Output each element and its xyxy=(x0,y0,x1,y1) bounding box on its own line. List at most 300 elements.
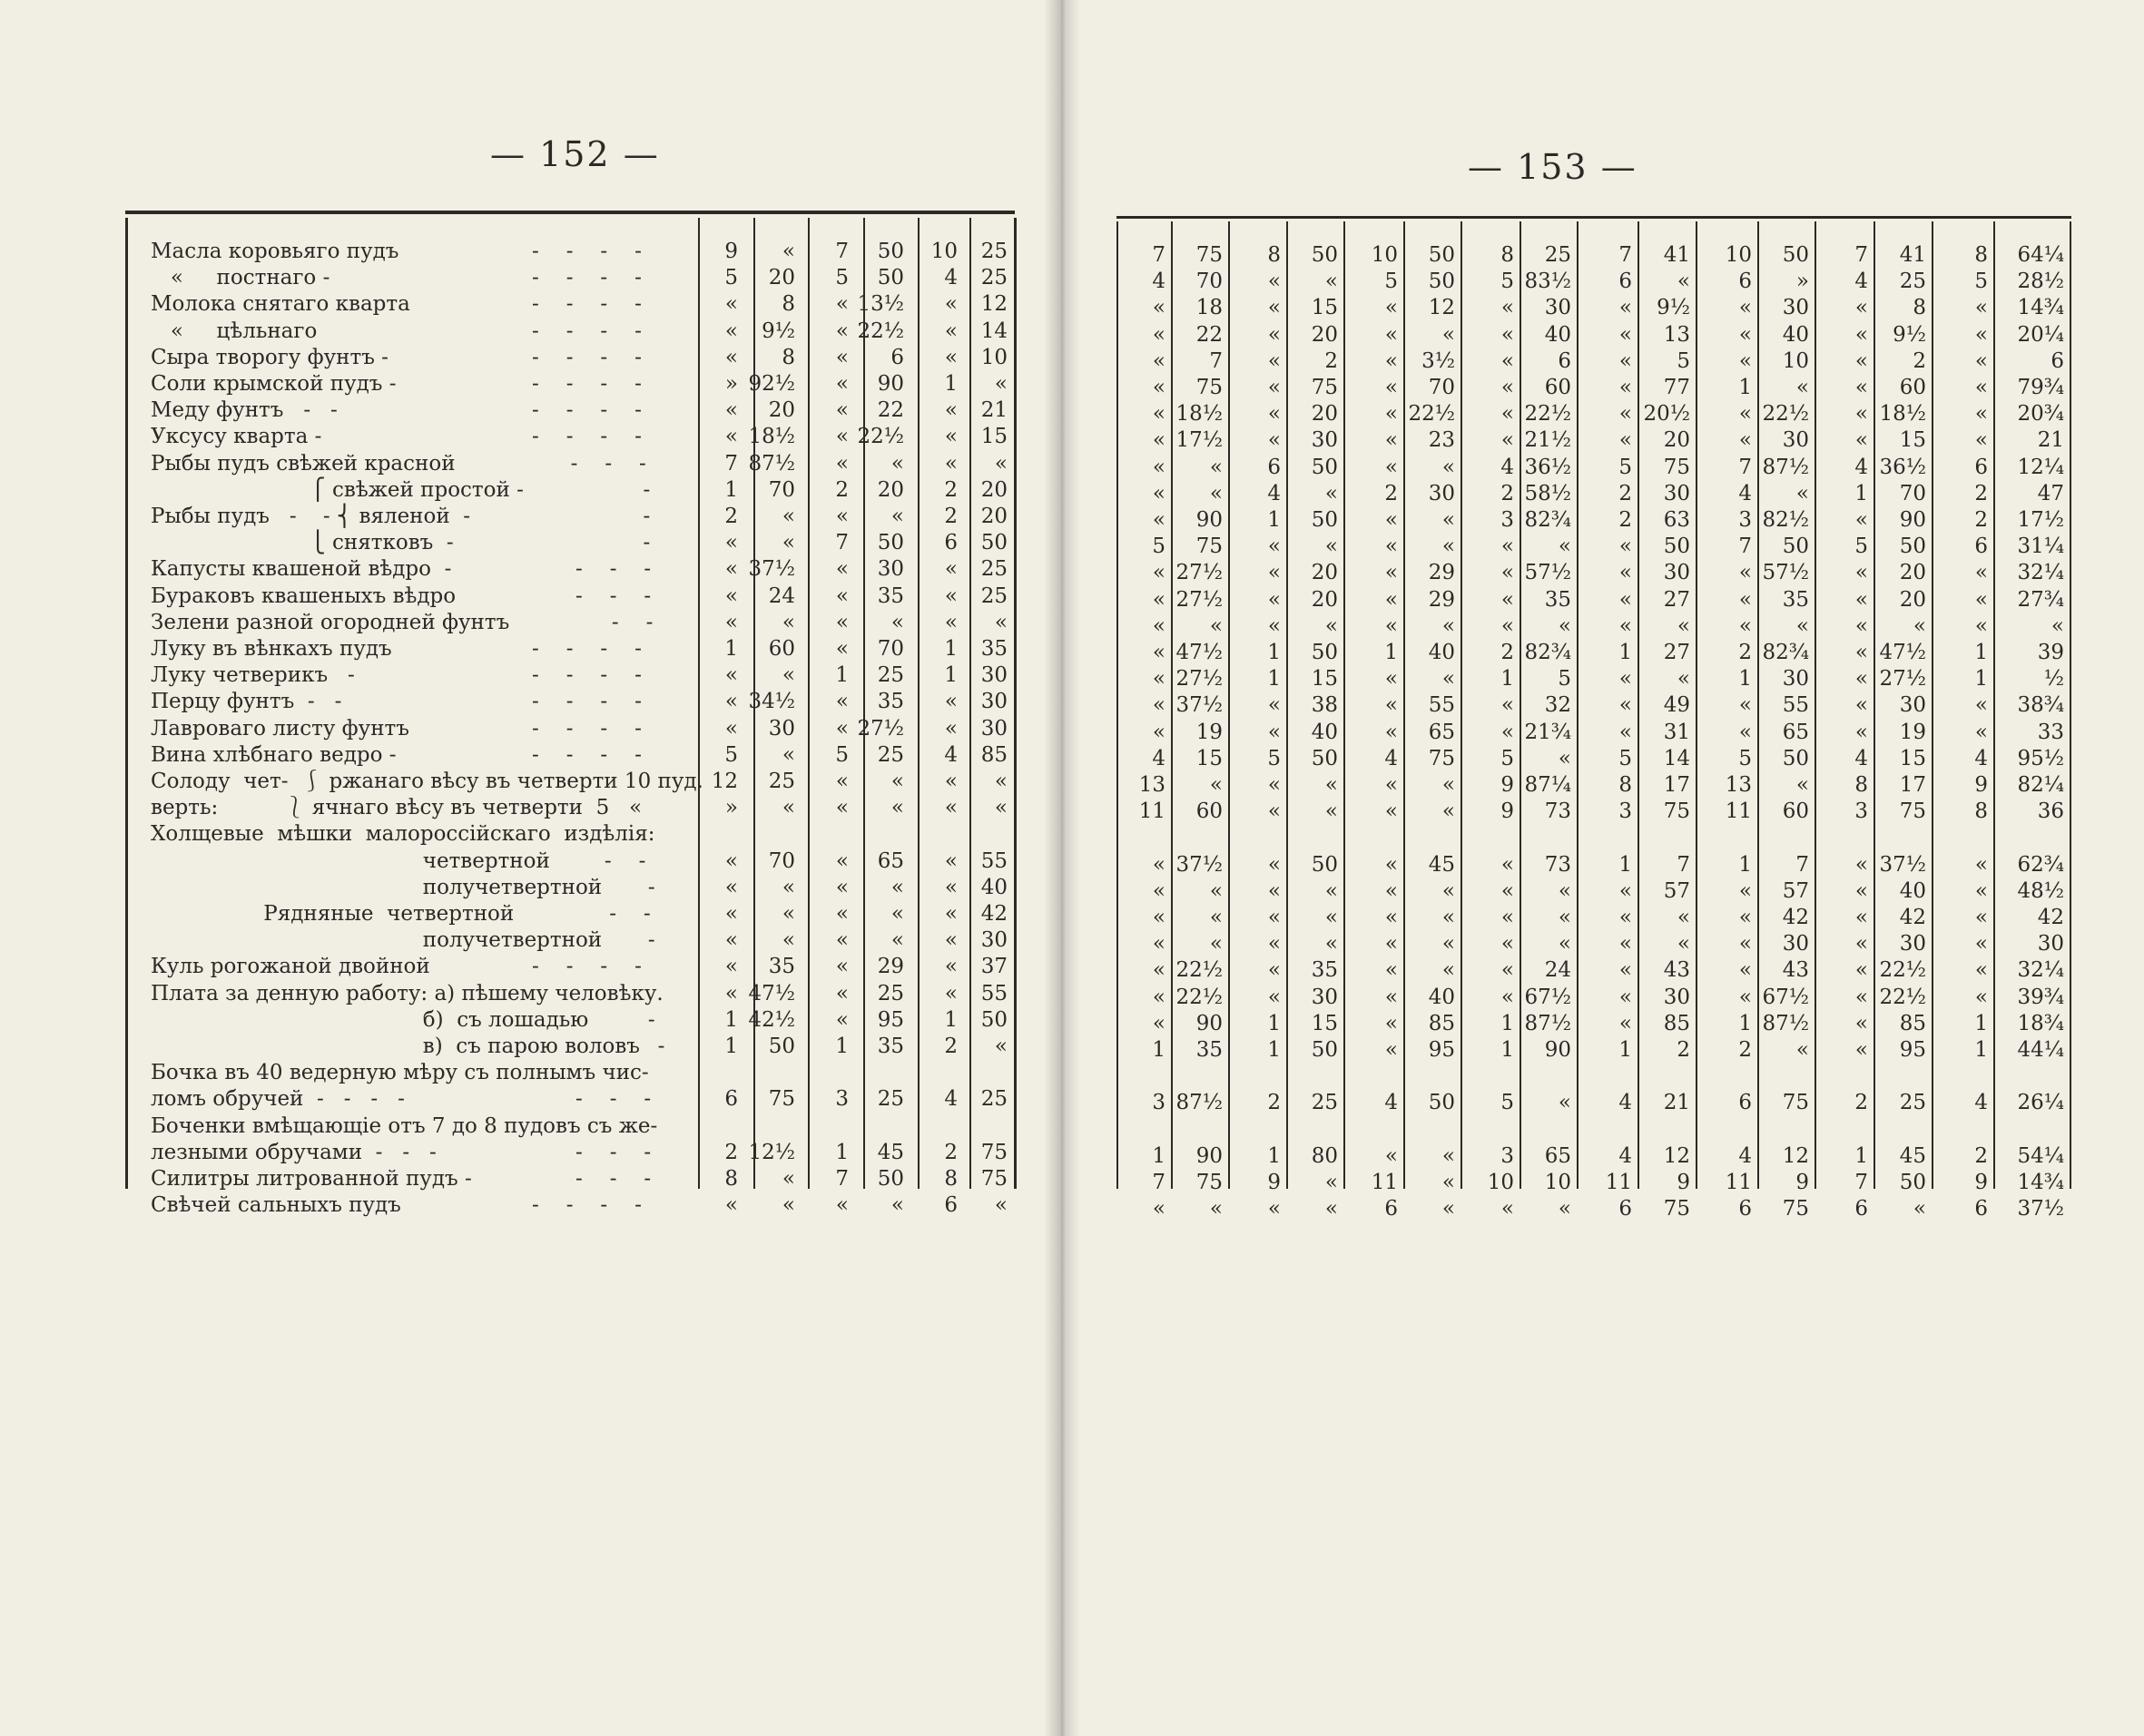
table-cell: 47½ xyxy=(1879,641,1926,664)
table-cell: 50 xyxy=(1311,1038,1338,1062)
table-cell: « xyxy=(1854,376,1868,399)
table-cell: 30 xyxy=(980,716,1008,740)
table-cell: 25 xyxy=(1544,243,1571,267)
table-cell: 11 xyxy=(1138,799,1165,824)
table-cell: 35 xyxy=(1195,1038,1223,1062)
table-cell: 30 xyxy=(1311,985,1338,1009)
table-cell: 17½ xyxy=(2017,508,2064,532)
table-cell: « xyxy=(1441,1171,1455,1194)
row-label: Соли крымской пудъ - xyxy=(151,372,397,396)
table-cell: 79¾ xyxy=(2017,376,2064,399)
table-row xyxy=(1116,798,2071,825)
table-cell: « xyxy=(1209,481,1223,505)
table-cell: 82¾ xyxy=(1524,641,1571,664)
table-cell: 35 xyxy=(980,637,1008,661)
table-cell: 70 xyxy=(768,477,795,502)
table-cell: « xyxy=(1384,958,1398,983)
table-cell: 40 xyxy=(1544,322,1571,347)
table-cell: « xyxy=(1618,428,1632,453)
table-cell: 95½ xyxy=(2017,746,2064,770)
table-cell: « xyxy=(1677,667,1690,691)
table-cell: « xyxy=(835,1193,849,1218)
left-page xyxy=(0,0,1060,1736)
table-cell: « xyxy=(1441,1197,1455,1221)
table-row xyxy=(125,1165,1015,1192)
table-cell: « xyxy=(835,292,849,317)
leader-dashes: - xyxy=(575,505,653,528)
table-cell: 1 xyxy=(1854,481,1868,505)
table-cell: 55 xyxy=(1428,693,1455,718)
table-cell: 10 xyxy=(1371,243,1398,267)
table-cell: « xyxy=(944,848,958,873)
table-cell: 95 xyxy=(877,1007,904,1032)
table-cell: « xyxy=(1441,958,1455,983)
table-cell: 7 xyxy=(1854,1171,1868,1194)
leader-dashes: - - - - xyxy=(532,372,644,396)
table-cell: 75 xyxy=(1782,1091,1809,1115)
table-cell: 8 xyxy=(1618,773,1632,797)
leader-dashes: - - - - xyxy=(532,663,644,688)
table-cell: 25 xyxy=(980,266,1008,290)
table-cell: 75 xyxy=(1195,1171,1223,1194)
table-cell: « xyxy=(1152,667,1165,691)
table-cell: « xyxy=(1152,348,1165,373)
table-cell: « xyxy=(1441,535,1455,559)
table-cell: « xyxy=(1384,1011,1398,1035)
table-cell: 6 xyxy=(944,1193,958,1218)
table-cell: « xyxy=(782,902,795,926)
table-cell: 35 xyxy=(877,584,904,608)
row-label: Вина хлѣбнаго ведро - xyxy=(151,742,397,767)
table-cell: 9½ xyxy=(1893,322,1926,347)
table-cell: 7 xyxy=(724,451,738,476)
table-cell: « xyxy=(1677,932,1690,956)
table-cell: « xyxy=(835,505,849,528)
table-cell: 15 xyxy=(1311,667,1338,691)
table-cell: « xyxy=(1267,348,1281,373)
table-cell: 5 xyxy=(1500,746,1514,770)
table-cell: « xyxy=(1500,958,1514,983)
table-cell: « xyxy=(1384,985,1398,1009)
table-cell: « xyxy=(1854,878,1868,903)
table-cell: « xyxy=(944,955,958,979)
table-cell: 39 xyxy=(2037,641,2064,664)
table-cell: « xyxy=(1152,720,1165,744)
table-cell: 73 xyxy=(1544,852,1571,877)
table-cell: « xyxy=(1152,587,1165,612)
table-cell: 87¼ xyxy=(1524,773,1571,797)
table-cell: 15 xyxy=(1899,746,1926,770)
leader-dashes: - - xyxy=(554,848,648,873)
table-row xyxy=(125,874,1015,901)
table-cell: 29 xyxy=(1428,561,1455,585)
table-cell: « xyxy=(1854,348,1868,373)
table-cell: 36½ xyxy=(1524,455,1571,479)
table-cell: 82¼ xyxy=(2017,773,2064,797)
table-row xyxy=(125,794,1015,821)
table-cell: « xyxy=(724,557,738,582)
leader-dashes: - - - - xyxy=(532,1193,644,1218)
table-cell: 28½ xyxy=(2017,270,2064,294)
row-label: Перцу фунтъ - - xyxy=(151,690,342,714)
table-cell: « xyxy=(1974,587,1988,612)
table-cell: « xyxy=(1267,587,1281,612)
table-cell: « xyxy=(724,610,738,634)
table-cell: « xyxy=(1384,455,1398,479)
table-cell: 25 xyxy=(1899,1091,1926,1115)
table-cell: « xyxy=(1441,613,1455,638)
leader-dashes: - - - - xyxy=(532,292,644,317)
table-cell: 3 xyxy=(835,1087,849,1112)
table-cell: 20 xyxy=(877,477,904,502)
table-cell: « xyxy=(724,902,738,926)
table-cell: 35 xyxy=(1311,958,1338,983)
table-row xyxy=(125,450,1015,477)
table-row xyxy=(125,609,1015,636)
leader-dashes: - - xyxy=(575,902,653,926)
table-cell: « xyxy=(1267,322,1281,347)
table-cell: « xyxy=(1152,561,1165,585)
table-cell: « xyxy=(1854,508,1868,532)
table-cell: « xyxy=(1974,322,1988,347)
table-cell: 6 xyxy=(724,1087,738,1112)
table-cell: 14¾ xyxy=(2017,296,2064,320)
table-cell: 9 xyxy=(1267,1171,1281,1194)
table-cell: 13 xyxy=(1138,773,1165,797)
table-cell: 90 xyxy=(1544,1038,1571,1062)
table-cell: « xyxy=(782,875,795,899)
table-cell: 12 xyxy=(711,770,738,793)
table-cell: « xyxy=(1738,402,1752,427)
table-cell: 37½ xyxy=(1879,852,1926,877)
leader-dashes: - - - - xyxy=(532,716,644,740)
table-cell: 1 xyxy=(1500,1038,1514,1062)
table-cell: « xyxy=(1384,376,1398,399)
table-cell: 17 xyxy=(1899,773,1926,797)
table-cell: 1 xyxy=(1500,1011,1514,1035)
table-cell: 50 xyxy=(768,1035,795,1058)
table-cell: 75 xyxy=(1195,243,1223,267)
table-cell: 7 xyxy=(835,531,849,555)
table-cell: « xyxy=(1913,613,1926,638)
leader-dashes: - - - - xyxy=(532,398,644,423)
table-cell: 45 xyxy=(1899,1143,1926,1168)
table-cell: 33 xyxy=(2037,720,2064,744)
table-cell: « xyxy=(1267,270,1281,294)
table-cell: 9 xyxy=(1500,773,1514,797)
table-cell: 83½ xyxy=(1524,270,1571,294)
table-cell: « xyxy=(1267,799,1281,824)
table-cell: 27 xyxy=(1663,641,1690,664)
table-cell: 2 xyxy=(1974,481,1988,505)
table-cell: « xyxy=(1209,932,1223,956)
table-cell: 50 xyxy=(1311,852,1338,877)
table-cell: « xyxy=(944,796,958,820)
row-label: Лавроваго листу фунтъ xyxy=(151,716,409,740)
table-cell: 4 xyxy=(1267,481,1281,505)
table-cell: 9 xyxy=(724,240,738,263)
table-cell: 37 xyxy=(980,955,1008,979)
table-cell: 30 xyxy=(1663,481,1690,505)
table-cell: « xyxy=(835,690,849,714)
table-cell: « xyxy=(1324,932,1338,956)
table-row xyxy=(125,370,1015,397)
table-cell: 4 xyxy=(1854,746,1868,770)
leader-dashes: - - - xyxy=(575,1140,654,1164)
table-cell: 30 xyxy=(1782,428,1809,453)
table-cell: « xyxy=(1795,1038,1809,1062)
table-cell: « xyxy=(724,955,738,979)
table-cell: 90 xyxy=(877,372,904,396)
table-cell: « xyxy=(835,637,849,661)
table-cell: « xyxy=(1974,985,1988,1009)
row-label: Зелени разной огородней фунтъ xyxy=(151,610,510,634)
table-cell: 65 xyxy=(1782,720,1809,744)
table-cell: « xyxy=(1267,535,1281,559)
table-cell: 12 xyxy=(980,292,1008,317)
table-row xyxy=(125,662,1015,689)
table-cell: 29 xyxy=(877,955,904,979)
table-row xyxy=(125,688,1015,715)
table-cell: 32¼ xyxy=(2017,958,2064,983)
table-cell: « xyxy=(1558,878,1571,903)
table-cell: 8 xyxy=(1974,243,1988,267)
table-cell: « xyxy=(1209,613,1223,638)
table-cell: 50 xyxy=(1428,1091,1455,1115)
table-cell: « xyxy=(994,372,1008,396)
table-cell: 4 xyxy=(1384,1091,1398,1115)
table-cell: 5 xyxy=(1152,535,1165,559)
table-cell: 1 xyxy=(944,1007,958,1032)
table-cell: « xyxy=(724,928,738,953)
table-cell: 1 xyxy=(1618,852,1632,877)
table-cell: 57 xyxy=(1782,878,1809,903)
table-cell: « xyxy=(1152,985,1165,1009)
table-cell: « xyxy=(944,345,958,369)
table-cell: « xyxy=(1677,613,1690,638)
table-row xyxy=(125,848,1015,875)
table-cell: « xyxy=(1152,1197,1165,1221)
table-cell: « xyxy=(1854,693,1868,718)
table-cell: « xyxy=(994,1193,1008,1218)
table-cell: 75 xyxy=(1195,535,1223,559)
table-cell: « xyxy=(1324,270,1338,294)
table-cell: 8 xyxy=(1913,296,1926,320)
table-cell: 35 xyxy=(1782,587,1809,612)
table-cell: « xyxy=(1558,613,1571,638)
table-cell: « xyxy=(1558,906,1571,929)
table-cell: 20 xyxy=(1663,428,1690,453)
table-cell: 24 xyxy=(768,584,795,608)
table-cell: « xyxy=(1267,932,1281,956)
table-cell: 87½ xyxy=(748,451,795,476)
table-cell: 12½ xyxy=(748,1140,795,1164)
table-cell: « xyxy=(1854,587,1868,612)
table-cell: 25 xyxy=(877,663,904,688)
row-label: Молока снятаго кварта xyxy=(151,292,410,317)
table-cell: 18¾ xyxy=(2017,1011,2064,1035)
table-cell: 2 xyxy=(1500,481,1514,505)
table-cell: 25 xyxy=(980,240,1008,263)
table-cell: « xyxy=(1974,376,1988,399)
table-cell: « xyxy=(1152,852,1165,877)
table-cell: « xyxy=(724,875,738,899)
table-cell: « xyxy=(1738,985,1752,1009)
table-cell: 2 xyxy=(944,1035,958,1058)
table-cell: 44¼ xyxy=(2017,1038,2064,1062)
leader-dashes: - - - - xyxy=(532,266,644,290)
table-cell: « xyxy=(1267,720,1281,744)
table-cell: 13½ xyxy=(857,292,904,317)
leader-dashes: - - - xyxy=(575,1167,654,1191)
table-cell: 80 xyxy=(1311,1143,1338,1168)
table-cell: 1 xyxy=(1500,667,1514,691)
table-cell: 22½ xyxy=(1175,985,1223,1009)
table-row xyxy=(1116,559,2071,586)
table-cell: « xyxy=(1500,906,1514,929)
table-row xyxy=(125,1192,1015,1219)
table-cell: « xyxy=(1152,481,1165,505)
table-cell: « xyxy=(782,1167,795,1191)
table-row xyxy=(125,238,1015,265)
row-label: Холщевые мѣшки малороссійскаго издѣлія: xyxy=(151,822,655,847)
table-cell: 5 xyxy=(835,266,849,290)
table-cell: 75 xyxy=(1663,799,1690,824)
table-cell: « xyxy=(1618,587,1632,612)
table-cell: 25 xyxy=(980,1087,1008,1112)
table-cell: ½ xyxy=(2043,667,2064,691)
table-cell: « xyxy=(1854,428,1868,453)
table-cell: « xyxy=(1974,402,1988,427)
table-cell: « xyxy=(1267,773,1281,797)
table-cell: « xyxy=(1558,746,1571,770)
table-row xyxy=(125,1113,1015,1140)
table-cell: 90 xyxy=(1195,508,1223,532)
table-row xyxy=(125,635,1015,662)
table-cell: 75 xyxy=(1663,1197,1690,1221)
table-cell: 15 xyxy=(1899,428,1926,453)
table-cell: « xyxy=(944,875,958,899)
table-cell: « xyxy=(944,425,958,449)
table-cell: 2 xyxy=(724,1140,738,1164)
table-cell: 6 xyxy=(1558,348,1571,373)
table-cell: 2 xyxy=(1677,1038,1690,1062)
table-cell: « xyxy=(1384,587,1398,612)
table-row xyxy=(125,953,1015,980)
table-cell: « xyxy=(1267,852,1281,877)
table-cell: 36½ xyxy=(1879,455,1926,479)
table-cell: 12 xyxy=(1782,1143,1809,1168)
table-cell: 42 xyxy=(1899,906,1926,929)
table-cell: « xyxy=(1152,906,1165,929)
table-cell: 20 xyxy=(768,266,795,290)
table-cell: 30 xyxy=(980,928,1008,953)
table-cell: « xyxy=(1152,1011,1165,1035)
table-cell: « xyxy=(1209,906,1223,929)
table-cell: 6 xyxy=(1738,1197,1752,1221)
table-cell: « xyxy=(835,770,849,793)
table-cell: « xyxy=(724,319,738,343)
table-cell: 5 xyxy=(1267,746,1281,770)
table-cell: 1 xyxy=(1267,508,1281,532)
table-cell: « xyxy=(1738,878,1752,903)
table-cell: « xyxy=(1738,720,1752,744)
table-cell: 1 xyxy=(1618,641,1632,664)
table-cell: 29 xyxy=(1428,587,1455,612)
table-cell: « xyxy=(782,742,795,767)
table-cell: « xyxy=(1738,561,1752,585)
table-row xyxy=(1116,613,2071,640)
table-cell: 4 xyxy=(1854,270,1868,294)
table-row xyxy=(125,1085,1015,1113)
table-row xyxy=(1116,374,2071,401)
table-cell: « xyxy=(890,902,904,926)
table-cell: 35 xyxy=(877,690,904,714)
table-cell: « xyxy=(1974,693,1988,718)
table-cell: « xyxy=(724,663,738,688)
table-cell: 18½ xyxy=(1175,402,1223,427)
table-cell: 1 xyxy=(835,1140,849,1164)
table-cell: 19 xyxy=(1195,720,1223,744)
table-cell: « xyxy=(1384,428,1398,453)
row-label: Рыбы пудъ - - ⎨ вяленой - xyxy=(151,505,471,528)
table-cell: « xyxy=(1500,613,1514,638)
table-cell: « xyxy=(835,557,849,582)
table-cell: 31¼ xyxy=(2017,535,2064,559)
table-cell: 37½ xyxy=(2017,1197,2064,1221)
leader-dashes: - xyxy=(597,1007,657,1032)
table-cell: « xyxy=(782,928,795,953)
table-cell: 50 xyxy=(1311,508,1338,532)
table-cell: 43 xyxy=(1663,958,1690,983)
table-cell: « xyxy=(1854,613,1868,638)
table-cell: 1 xyxy=(724,1007,738,1032)
table-row xyxy=(1116,586,2071,613)
table-cell: 35 xyxy=(768,955,795,979)
table-cell: 25 xyxy=(768,770,795,793)
table-cell: 50 xyxy=(1311,455,1338,479)
table-cell: « xyxy=(1209,878,1223,903)
table-cell: 20 xyxy=(980,477,1008,502)
table-cell: « xyxy=(835,451,849,476)
table-row xyxy=(1116,533,2071,560)
table-cell: « xyxy=(1618,561,1632,585)
row-label: верть: ⎱ ячнаго вѣсу въ четверти 5 « xyxy=(151,796,643,820)
table-cell: 30 xyxy=(1782,932,1809,956)
table-cell: 60 xyxy=(1782,799,1809,824)
leader-dashes: - - - - xyxy=(532,637,644,661)
table-row xyxy=(1116,851,2071,878)
table-cell: 55 xyxy=(980,981,1008,1005)
table-cell: « xyxy=(890,610,904,634)
table-cell: « xyxy=(1441,906,1455,929)
table-cell: 7 xyxy=(1795,852,1809,877)
table-cell: 6 xyxy=(1974,455,1988,479)
table-cell: « xyxy=(1152,613,1165,638)
table-cell: 65 xyxy=(877,848,904,873)
table-cell: 8 xyxy=(1974,799,1988,824)
table-cell: 1 xyxy=(1738,667,1752,691)
table-cell: « xyxy=(2051,613,2064,638)
table-cell: 50 xyxy=(877,531,904,555)
table-cell: 11 xyxy=(1725,799,1752,824)
table-cell: 7 xyxy=(1738,535,1752,559)
table-row xyxy=(1116,1010,2071,1037)
table-cell: 38¾ xyxy=(2017,693,2064,718)
table-cell: « xyxy=(1152,641,1165,664)
table-cell: 50 xyxy=(877,266,904,290)
table-cell: « xyxy=(1854,852,1868,877)
